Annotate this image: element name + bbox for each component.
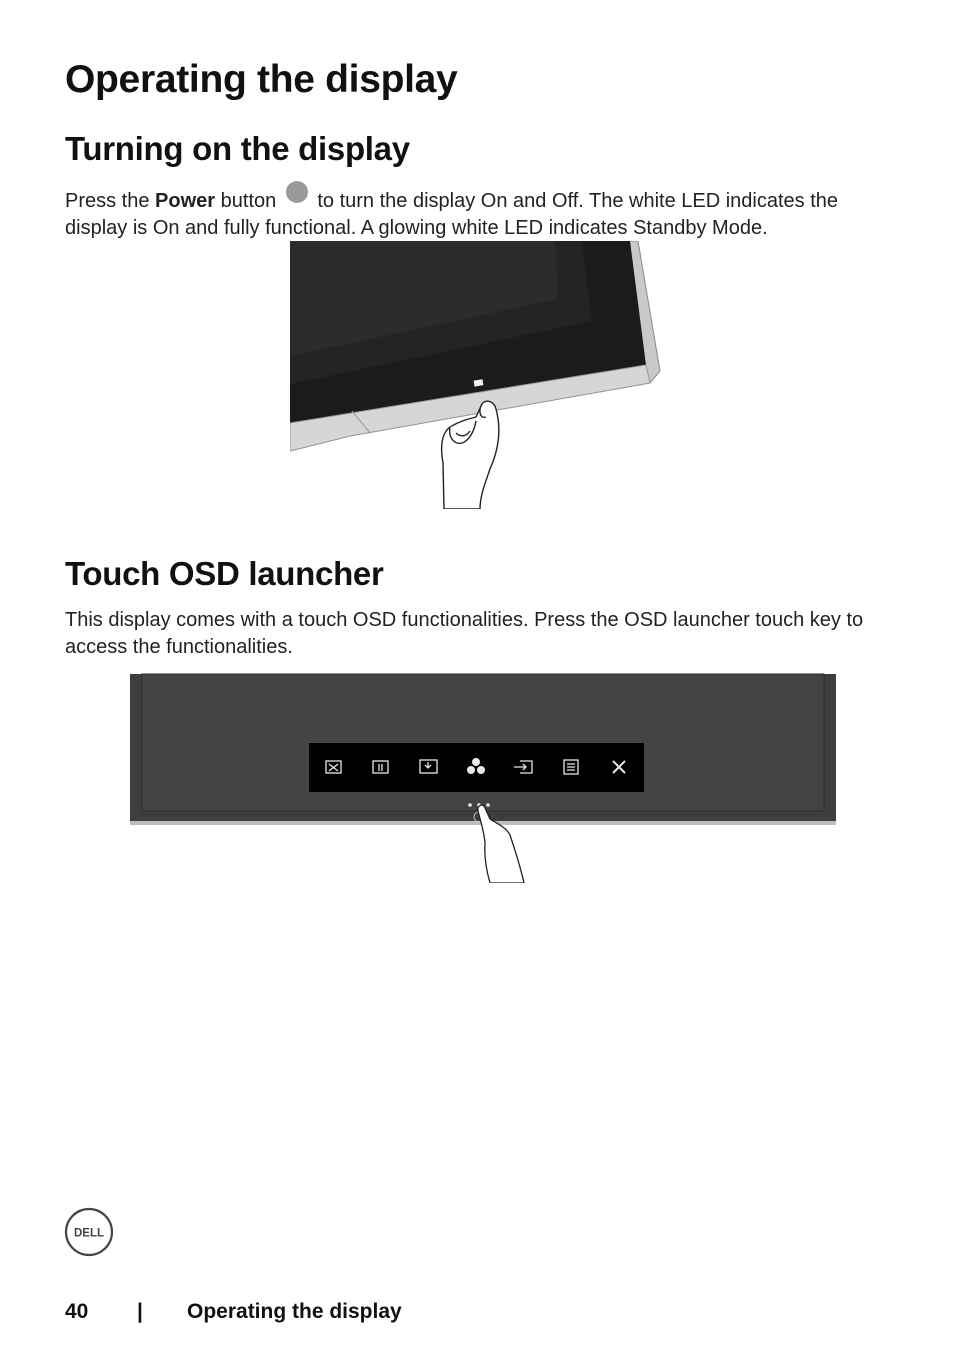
power-button-illustration — [290, 241, 662, 509]
dell-logo-text: DELL — [73, 1227, 105, 1240]
osd-launcher-illustration — [128, 673, 838, 883]
power-text-before: Press the — [65, 190, 156, 212]
section-heading-touch-osd: Touch OSD launcher — [65, 555, 384, 592]
power-instructions — [65, 181, 905, 242]
power-bold-label: Power — [155, 190, 216, 212]
section-heading-turning-on: Turning on the display — [65, 130, 410, 167]
dell-logo — [64, 1207, 114, 1257]
touch-osd-instructions: This display comes with a touch OSD functionalities. Press the OSD launcher touch key to access the functionalities. — [65, 609, 864, 658]
page-title: Operating the display — [65, 58, 458, 101]
osd-menu-bar[interactable] — [309, 743, 644, 792]
footer-separator: | — [137, 1300, 143, 1323]
power-text-after: to turn the display On and Off. The white LED indicates the display is On and fully functional. A glowing white LED indicates Standby Mode. — [65, 190, 839, 239]
footer-section-title: Operating the display — [187, 1300, 402, 1323]
page-footer — [65, 1300, 402, 1324]
power-button-dot-icon — [286, 181, 308, 203]
page-number: 40 — [65, 1300, 89, 1323]
power-text-mid: button — [215, 190, 282, 212]
